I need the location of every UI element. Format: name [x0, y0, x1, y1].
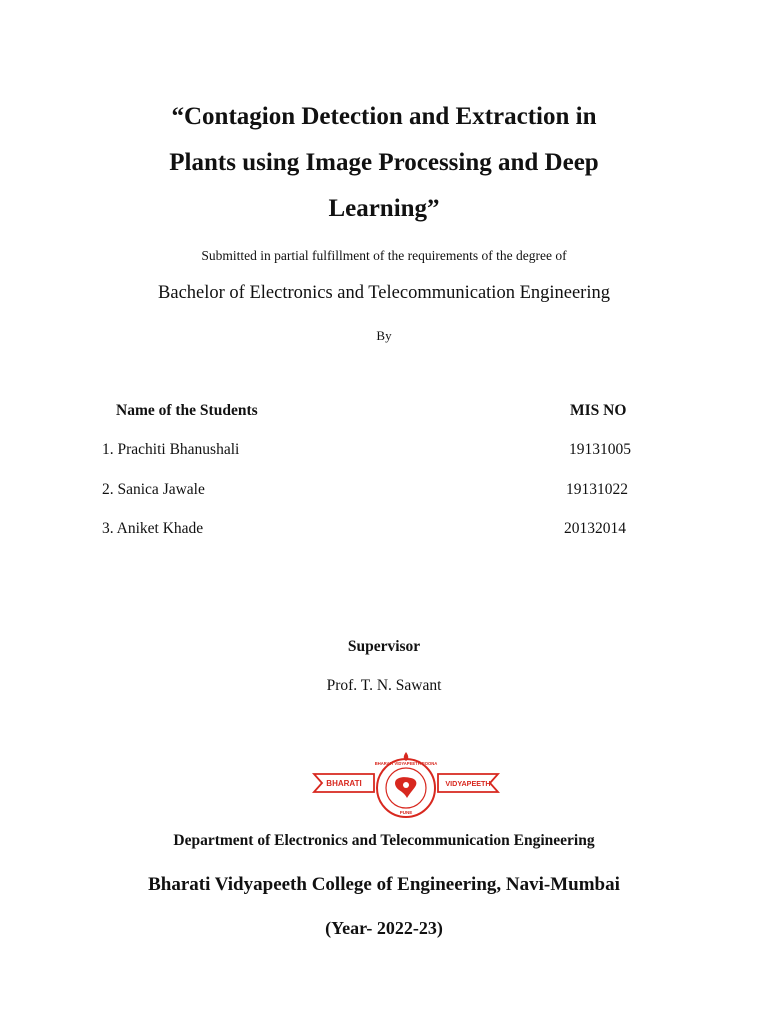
- logo-bottom-text: PUNE: [399, 810, 413, 815]
- by-label: By: [376, 328, 392, 343]
- thesis-title: [0, 94, 768, 232]
- college-logo: [310, 752, 502, 822]
- student-row-3-name: 3. Aniket Khade: [102, 520, 204, 537]
- student-row-1-name: 1. Prachiti Bhanushali: [102, 441, 240, 458]
- student-row-2-mis: 19131022: [566, 481, 628, 498]
- emblem-dot-icon: [403, 782, 409, 788]
- student-row-3-mis: 20132014: [564, 520, 626, 537]
- supervisor-name: Prof. T. N. Sawant: [326, 677, 442, 694]
- student-row-2-name: 2. Sanica Jawale: [102, 481, 205, 498]
- logo-left-text: BHARATI: [326, 779, 362, 788]
- supervisor-label: Supervisor: [347, 638, 421, 655]
- logo-right-text: VIDYAPEETH: [445, 779, 491, 788]
- submitted-text: Submitted in partial fulfillment of the requirements of the degree of: [201, 248, 567, 263]
- students-name-header: Name of the Students: [116, 402, 258, 419]
- student-row-1-mis: 19131005: [569, 441, 631, 458]
- degree-name: Bachelor of Electronics and Telecommunication Engineering: [158, 283, 610, 303]
- title-line-3: Learning”: [328, 195, 440, 222]
- title-line-1: “Contagion Detection and Extraction in: [171, 103, 597, 130]
- logo-ring-text: BHARATI VIDYAPEETH POONA: [374, 761, 438, 766]
- students-mis-header: MIS NO: [570, 402, 627, 419]
- academic-year: (Year- 2022-23): [325, 918, 443, 938]
- department-name: Department of Electronics and Telecommunication Engineering: [173, 832, 595, 849]
- title-line-2: Plants using Image Processing and Deep: [169, 149, 599, 176]
- college-name: Bharati Vidyapeeth College of Engineering, Navi-Mumbai: [148, 874, 620, 895]
